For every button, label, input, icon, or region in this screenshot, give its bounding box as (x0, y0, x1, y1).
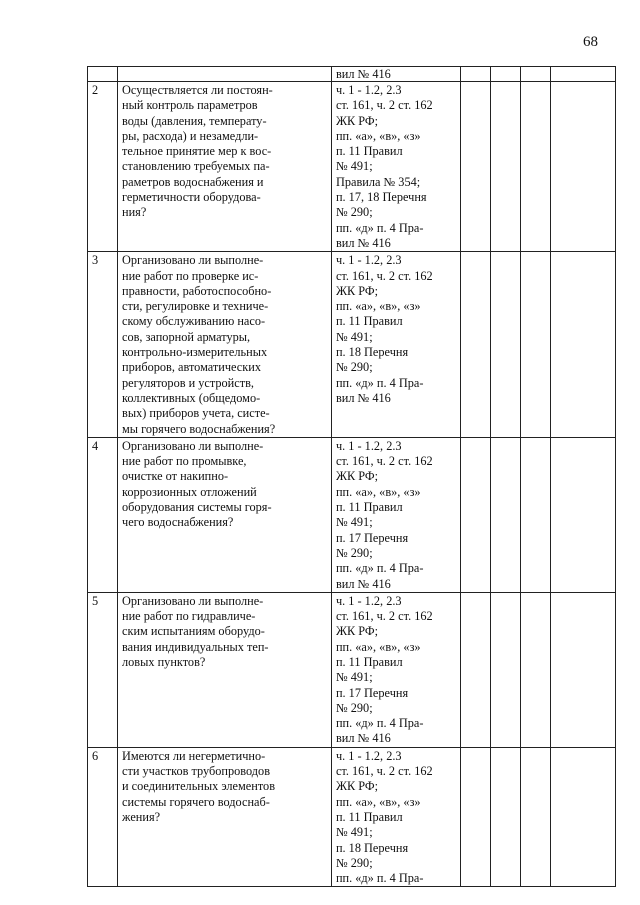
reference-cell (331, 82, 460, 252)
reference-line: ЖК РФ; (335, 624, 379, 639)
answer-cell-yes (460, 82, 490, 252)
question-line: ры, расхода) и незамедли- (122, 128, 259, 143)
question-cell (118, 67, 332, 82)
reference-line: № 491; (335, 515, 373, 530)
page-number: 68 (583, 34, 598, 50)
question-line: коррозионных отложений (122, 484, 257, 499)
answer-cell-na (520, 82, 550, 252)
question-line: сти, регулировке и техниче- (122, 299, 269, 314)
answer-cell-no (490, 747, 520, 887)
question-cell (118, 747, 332, 887)
answer-cell-no (490, 82, 520, 252)
reference-line: пп. «д» п. 4 Пра- (335, 716, 424, 731)
number-cell (88, 82, 118, 252)
table-row (88, 252, 616, 438)
table-row-continuation (88, 67, 616, 82)
question-line: жения? (122, 809, 161, 824)
question-cell (118, 82, 332, 252)
question-cell (118, 437, 332, 592)
reference-line: пп. «а», «в», «з» (335, 128, 421, 143)
question-line: скому обслуживанию насо- (122, 314, 266, 329)
table-row (88, 82, 616, 252)
question-line: коллективных (общедомо- (122, 390, 261, 405)
answer-cell-no (490, 437, 520, 592)
row-number: 4 (92, 438, 99, 453)
question-line: приборов, автоматических (122, 360, 261, 375)
row-number: 6 (92, 748, 99, 763)
answer-cell-yes (460, 592, 490, 747)
number-cell (88, 747, 118, 887)
answer-cell-na (520, 67, 550, 82)
reference-line: вил № 416 (335, 390, 391, 405)
question-line: мы горячего водоснабжения? (122, 421, 276, 436)
number-cell (88, 252, 118, 438)
reference-line: ч. 1 - 1.2, 2.3 (335, 253, 402, 268)
question-line: ние работ по проверке ис- (122, 268, 259, 283)
question-line: ским испытаниям оборудо- (122, 624, 265, 639)
reference-cell (331, 252, 460, 438)
reference-line: № 290; (335, 545, 373, 560)
reference-line: ч. 1 - 1.2, 2.3 (335, 748, 402, 763)
question-line: герметичности оборудова- (122, 190, 261, 205)
table-row (88, 747, 616, 887)
reference-line: пп. «д» п. 4 Пра- (335, 871, 424, 886)
question-line: чего водоснабжения? (122, 515, 234, 530)
reference-line: ст. 161, ч. 2 ст. 162 (335, 268, 433, 283)
reference-line: ст. 161, ч. 2 ст. 162 (335, 98, 433, 113)
question-line: Организовано ли выполне- (122, 253, 264, 268)
reference-line: п. 18 Перечня (335, 840, 409, 855)
answer-cell-no (490, 67, 520, 82)
note-cell (550, 252, 615, 438)
reference-cell (331, 437, 460, 592)
row-number: 5 (92, 593, 99, 608)
answer-cell-yes (460, 747, 490, 887)
question-line: Организовано ли выполне- (122, 438, 264, 453)
question-line: становлению требуемых па- (122, 159, 270, 174)
reference-line: ст. 161, ч. 2 ст. 162 (335, 609, 433, 624)
reference-line: вил № 416 (335, 576, 391, 591)
row-number: 2 (92, 83, 99, 97)
reference-text: вил № 416 (335, 67, 391, 81)
reference-line: п. 18 Перечня (335, 345, 409, 360)
question-cell (118, 252, 332, 438)
question-line: Организовано ли выполне- (122, 593, 264, 608)
reference-line: ЖК РФ; (335, 469, 379, 484)
answer-cell-na (520, 437, 550, 592)
row-number: 3 (92, 253, 99, 268)
answer-cell-yes (460, 252, 490, 438)
reference-line: пп. «а», «в», «з» (335, 639, 421, 654)
reference-line: п. 17 Перечня (335, 685, 409, 700)
reference-line: ЖК РФ; (335, 113, 379, 128)
reference-cell (331, 747, 460, 887)
reference-line: пп. «а», «в», «з» (335, 794, 421, 809)
reference-line: п. 11 Правил (335, 144, 403, 159)
question-line: сов, запорной арматуры, (122, 329, 251, 344)
question-line: оборудования системы горя- (122, 500, 272, 515)
question-line: ние работ по промывке, (122, 454, 247, 469)
answer-cell-na (520, 747, 550, 887)
table-row (88, 592, 616, 747)
reference-line: № 290; (335, 700, 373, 715)
note-cell (550, 747, 615, 887)
reference-line: № 290; (335, 205, 373, 220)
question-line: регуляторов и устройств, (122, 375, 254, 390)
answer-cell-na (520, 252, 550, 438)
reference-line: ч. 1 - 1.2, 2.3 (335, 83, 402, 97)
question-line: системы горячего водоснаб- (122, 794, 270, 809)
reference-line: № 491; (335, 329, 373, 344)
question-line: ловых пунктов? (122, 654, 206, 669)
reference-line: ст. 161, ч. 2 ст. 162 (335, 454, 433, 469)
number-cell (88, 437, 118, 592)
note-cell (550, 437, 615, 592)
question-line: раметров водоснабжения и (122, 174, 264, 189)
note-cell (550, 67, 615, 82)
answer-cell-no (490, 592, 520, 747)
question-cell (118, 592, 332, 747)
reference-line: № 491; (335, 670, 373, 685)
answer-cell-na (520, 592, 550, 747)
question-line: контрольно-измерительных (122, 345, 268, 360)
answer-cell-no (490, 252, 520, 438)
reference-line: п. 11 Правил (335, 654, 403, 669)
question-line: тельное принятие мер к вос- (122, 144, 272, 159)
reference-line: вил № 416 (335, 731, 391, 746)
reference-line: п. 11 Правил (335, 314, 403, 329)
reference-line: пп. «д» п. 4 Пра- (335, 375, 424, 390)
number-cell (88, 67, 118, 82)
reference-cell (331, 67, 460, 82)
reference-line: № 290; (335, 855, 373, 870)
number-cell (88, 592, 118, 747)
question-line: правности, работоспособно- (122, 283, 272, 298)
note-cell (550, 82, 615, 252)
reference-line: пп. «д» п. 4 Пра- (335, 561, 424, 576)
reference-line: п. 17, 18 Перечня (335, 190, 427, 205)
question-line: воды (давления, температу- (122, 113, 267, 128)
question-line: и соединительных элементов (122, 779, 276, 794)
reference-line: № 491; (335, 825, 373, 840)
reference-line: вил № 416 (335, 235, 391, 250)
answer-cell-yes (460, 437, 490, 592)
question-line: вания индивидуальных теп- (122, 639, 269, 654)
reference-line: ч. 1 - 1.2, 2.3 (335, 593, 402, 608)
reference-line: п. 17 Перечня (335, 530, 409, 545)
question-line: вых) приборов учета, систе- (122, 406, 270, 421)
reference-line: № 290; (335, 360, 373, 375)
reference-line: п. 11 Правил (335, 809, 403, 824)
reference-line: пп. «д» п. 4 Пра- (335, 220, 424, 235)
reference-cell (331, 592, 460, 747)
reference-line: ч. 1 - 1.2, 2.3 (335, 438, 402, 453)
question-line: сти участков трубопроводов (122, 764, 271, 779)
question-line: Осуществляется ли постоян- (122, 83, 273, 97)
question-line: очистке от накипно- (122, 469, 229, 484)
reference-line: ЖК РФ; (335, 283, 379, 298)
reference-line: ст. 161, ч. 2 ст. 162 (335, 764, 433, 779)
reference-line: Правила № 354; (335, 174, 421, 189)
checklist-table (87, 66, 616, 887)
reference-line: пп. «а», «в», «з» (335, 484, 421, 499)
reference-line: № 491; (335, 159, 373, 174)
reference-line: п. 11 Правил (335, 500, 403, 515)
answer-cell-yes (460, 67, 490, 82)
table-row (88, 437, 616, 592)
question-line: ный контроль параметров (122, 98, 258, 113)
reference-line: ЖК РФ; (335, 779, 379, 794)
question-line: Имеются ли негерметично- (122, 748, 266, 763)
note-cell (550, 592, 615, 747)
question-line: ние работ по гидравличе- (122, 609, 256, 624)
question-line: ния? (122, 205, 147, 220)
reference-line: пп. «а», «в», «з» (335, 299, 421, 314)
